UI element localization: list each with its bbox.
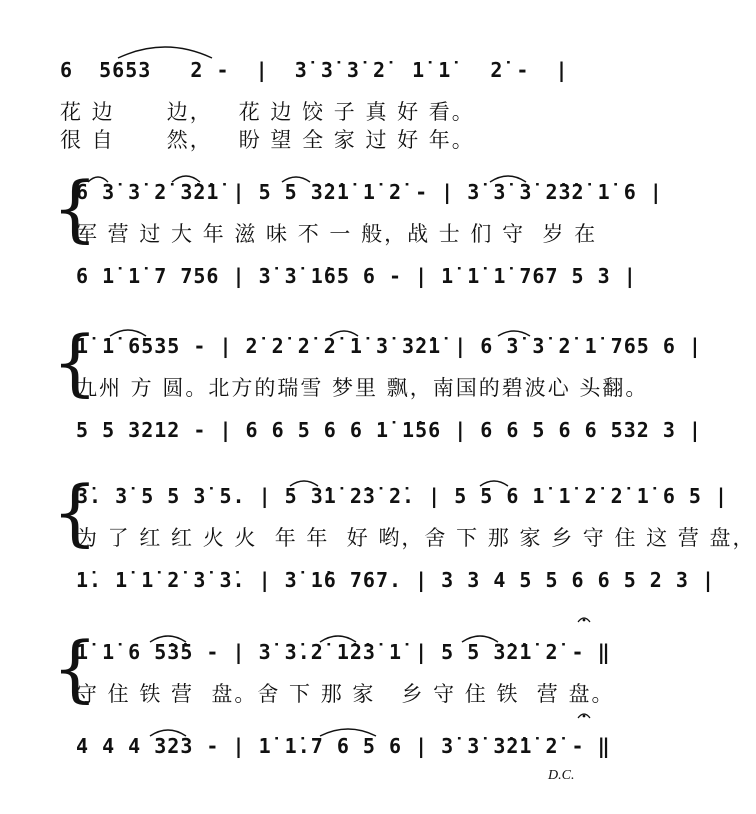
system-5-harmony-notes: 4 4 4 323 - | 1̇ 1̇.7 6 5 6 | 3̇ 3̇ 3̇2̇1̇ 2̇ - ‖	[76, 734, 611, 758]
system-5-lyrics: 守 住 铁 营 盘。舍 下 那 家 乡 守 住 铁 营 盘。	[76, 682, 615, 706]
system-4-brace: {	[52, 470, 98, 554]
system-3-lyrics: 九州 方 圆。北方的瑞雪 梦里 飘，南国的碧波心 头翻。	[76, 376, 649, 400]
system-1-lyrics-verse-1: 花 边 边， 花 边 饺 子 真 好 看。	[60, 100, 475, 124]
system-4-melody-notes: 3̇. 3̇ 5 5 3̇ 5. | 5 3̇1̇ 2̇3̇ 2̇. | 5 5 6 1̇ 1̇ 2̇ 2̇ 1̇ 6 5 |	[76, 484, 729, 508]
slur-mark	[118, 47, 212, 58]
system-5-brace: {	[52, 626, 98, 710]
system-2-lyrics: 军 营 过 大 年 滋 味 不 一 般，战 士 们 守 岁 在	[76, 222, 598, 246]
fermata-mark	[578, 618, 590, 622]
system-2-brace: {	[52, 166, 98, 250]
da-capo-marking: D.C.	[548, 768, 575, 783]
system-2-melody-notes: 6 3̇ 3̇ 2̇ 3̇2̇1̇ | 5 5 3̇2̇1̇ 1̇ 2̇ - | 3̇ 3̇ 3̇ 2̇3̇2̇ 1̇ 6 |	[76, 180, 663, 204]
system-3-harmony-notes: 5 5 3212 - | 6 6 5 6 6 1̇ 1̇56 | 6 6 5 6 6 532 3 |	[76, 418, 702, 442]
fermata-mark	[578, 714, 590, 718]
system-1-notes: 6 5653 2 - | 3̇ 3̇ 3̇ 2̇ 1̇ 1̇ 2̇ - |	[60, 58, 569, 82]
system-4-harmony-notes: 1̇. 1̇ 1̇ 2̇ 3̇ 3̇. | 3̇ 1̇6 767. | 3 3 4 5 5 6 6 5 2 3 |	[76, 568, 716, 592]
system-4-lyrics: 为 了 红 红 火 火 年 年 好 哟，舍 下 那 家 乡 守 住 这 营 盘，	[76, 526, 756, 550]
system-5-melody-notes: 1̇ 1̇ 6 5̇3̇5 - | 3̇ 3̇.2̇ 1̇2̇3̇ 1̇ | 5 5 3̇2̇1̇ 2̇ - ‖	[76, 640, 611, 664]
system-3-brace: {	[52, 320, 98, 404]
system-3-melody-notes: 1̇ 1̇ 6535 - | 2̇ 2̇ 2̇ 2̇ 1̇ 3̇ 3̇2̇1̇ | 6 3̇ 3̇ 2̇ 1̇ 765 6 |	[76, 334, 702, 358]
system-2-harmony-notes: 6 1̇ 1̇ 7 756 | 3̇ 3̇ 1̇65 6 - | 1̇ 1̇ 1̇ 767 5 3 |	[76, 264, 637, 288]
system-1-lyrics-verse-2: 很 自 然， 盼 望 全 家 过 好 年。	[60, 128, 475, 152]
